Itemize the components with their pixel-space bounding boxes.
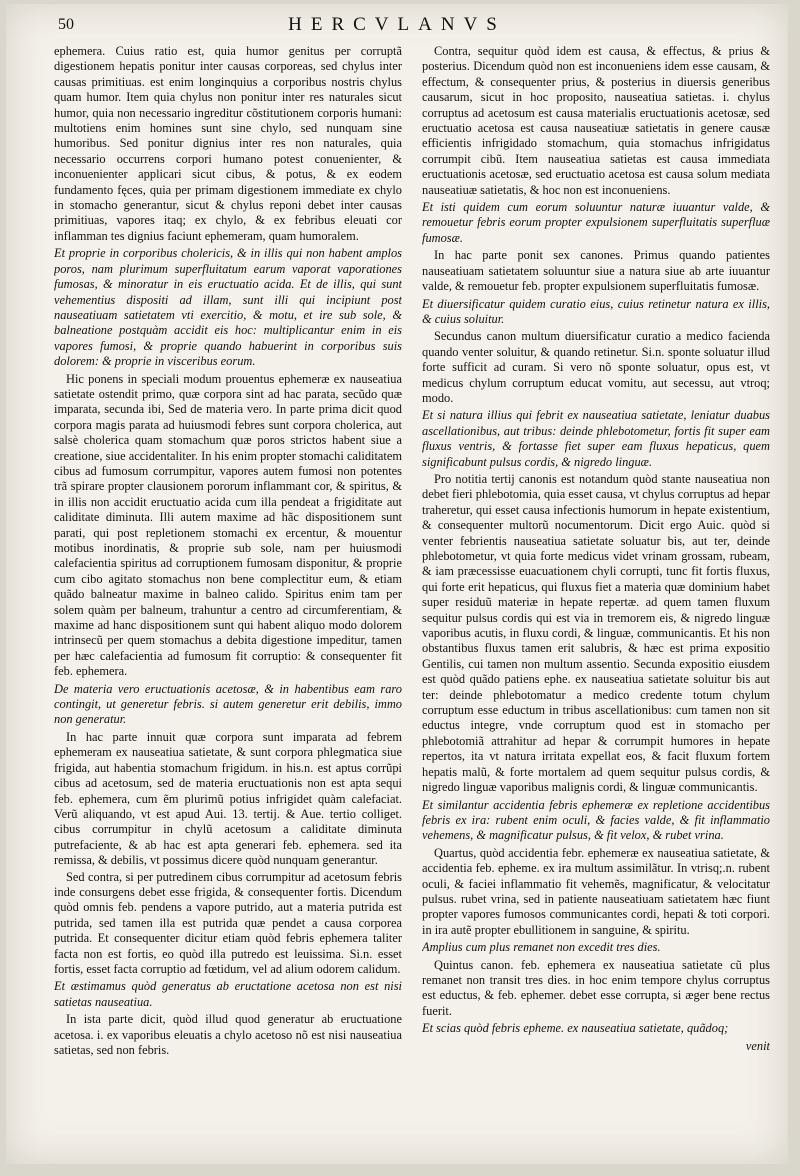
commentary-paragraph: Quintus canon. feb. ephemera ex nauseatiua satietate cũ plus remanet non transit tres dies. in hoc enim tempore chylus corruptus est eductus, & feb. ephemer. debet esse corrupta, si æger bene rectus fuerit. — [422, 957, 770, 1018]
commentary-paragraph: Hic ponens in speciali modum prouentus ephemeræ ex nauseatiua satietate ostendit primo, quæ corpora sint ad hac parata, secũdo quæ imparata, secunda ibi, Sed de materia vero. In parte prima dicit quod corpora magis parata ad huiusmodi febres sunt corpora cholerica, aut salsè cholerica quam stomachum quæ poros strictos habent siue a creatione, siue accidentaliter. In his enim propter stomachi caliditatem cibus ad fumosum corrumpitur, vapores autem fumosi non potentes trã spirare propter clausionem pororum inflammant cor, & spiritus, & in illis non accidit eructuatio acida cum illa pendeat a frigiditate aut caliditate diminuta. Illi autem maxime ad hãc dispositionem sunt parati, qui post repletionem stomachi ex ercentur, & mouentur motibus inordinatis, & proprie sub sole, nam per huiusmodi calefacientia spiritus ad corruptionem fumosam disponitur, & proprie cum cibo agitato stomachus non bene complectitur eum, & etiam quãdo balneatur maxime in balneo calido. Spiritus enim tam per solem quàm per balneum, trahuntur a centro ad circumferentiam, & maxime ad hanc dispositionem sunt qui habent aliquo modo dolorem intrinsecũ per quem stomachus a debita digestione impeditur, tamen per hæc calefacientia ad fumosum fit corruptio: & consequenter fit feb. ephemera. — [54, 371, 402, 679]
lemma-paragraph: Et si natura illius qui febrit ex nauseatiua satietate, leniatur duabus ascellationibus, aut tribus: deinde phlebotometur, fortis fit super eam fluxus ventris, & fortasse fiet super eam fluxus hepaticus, quem significabunt pulsus cordis, & nigredo linguæ. — [422, 408, 770, 469]
lemma-paragraph: Et proprie in corporibus cholericis, & in illis qui non habent amplos poros, nam plurimum superfluitatum earum vaporat vaporationes fumosas, & minoratur in eis eructuatio acida. Et de illis, qui sunt vehementius dispositi ad illam, sunt illi qui incipiunt post nauseatiuam satietatem vti exercitio, & motu, et ire sub sole, & balneatione postquàm accidit eis hoc: multiplicantur enim in eis vapores fumosi, & proprie quando habuerint in corporibus suis dolorem: & proprie in visceribus eorum. — [54, 246, 402, 369]
commentary-paragraph: Sed contra, si per putredinem cibus corrumpitur ad acetosum febris inde consurgens debet esse frigida, & consequenter fortis. Dicendum quòd omnis feb. pendens a vapore putrido, aut a materia putrida est putrida, sed tamen illa est putrida quæ pendet a causa corporea putrida. Et consequenter dicitur etiam quòd febris ephemera taliter facta non est fortis, eo quòd illa putredo est leuissima. Si.n. esset fortis, esset facta corruptio ad fœtidum, vel ad alium odorem calidum. — [54, 869, 402, 976]
lemma-paragraph: Et isti quidem cum eorum soluuntur naturæ iuuantur valde, & remouetur febris eorum propter expulsionem superfluitatis superfluæ fumosæ. — [422, 200, 770, 245]
lemma-paragraph: Et diuersificatur quidem curatio eius, cuius retinetur natura ex illis, & cuius soluitur. — [422, 296, 770, 326]
catchword: venit — [745, 1038, 770, 1053]
lemma-paragraph: Et similantur accidentia febris ephemeræ ex repletione accidentibus febris ex ira: rubent enim oculi, & facies valde, & fit inflammatio vehemens, & magnificatur pulsus, & fit velox, & rubet vrina. — [422, 797, 770, 843]
right-column — [422, 44, 770, 1156]
commentary-paragraph: In hac parte innuit quæ corpora sunt imparata ad febrem ephemeram ex nauseatiua satietate, & sunt corpora phlegmatica siue frigida, aut habentia stomachum frigidum. in his.n. est aptus corrũpi cibus ad acetosum, sed de materia eructuationis non est apta sequi feb. ephemera, cum ẽm plurimũ potius infrigidet quàm calefaciat. Verũ aliquando, vt est apud Aui. 13. tertij. & Aue. tertio colliget. cibus corrumpitur in chylũ acetosum a caliditate diminuta putrefaciente, & ab hac est apta generari feb. ephemera. sed ita remissa, & debilis, vt possimus dicere quòd nunquam generantur. — [54, 729, 402, 868]
commentary-paragraph: Secundus canon multum diuersificatur curatio a medico facienda quando venter soluitur, & quando retinetur. Si.n. sponte soluatur illud forte sufficit ad curam. Si vero nõ sponte soluatur, opus est, vt medicus chylum corruptum educat vomitu, aut secessu, aut vtroq; modo. — [422, 329, 770, 405]
commentary-paragraph: Quartus, quòd accidentia febr. ephemeræ ex nauseatiua satietate, & accidentia feb. epheme. ex ira multum assimilãtur. In vtrisq;.n. rubent oculi, & faciei inflammatio fit vehemẽs, magnificatur, & velocitatur pulsus. rubet vrina, sed in patiente nauseatiuam satietatem hæc fiunt propter vapores fumosos communicantes cordi, hepati & toti corpori. in ira autẽ propter ebullitionem in sanguine, & spiritu. — [422, 845, 770, 937]
lemma-paragraph: Amplius cum plus remanet non excedit tres dies. — [422, 940, 661, 955]
commentary-paragraph: In hac parte ponit sex canones. Primus quando patientes nauseatiuam satietatem soluuntur siue a natura siue ab arte iuuantur valde, & remouetur feb. propter expulsionem superfluitatis fumosæ. — [422, 248, 770, 294]
lemma-paragraph: Et scias quòd febris epheme. ex nauseatiua satietate, quãdoq; — [422, 1021, 729, 1036]
page-header — [58, 14, 736, 40]
lemma-paragraph: Et æstimamus quòd generatus ab eructatione acetosa non est nisi satietas nauseatiua. — [54, 979, 402, 1009]
commentary-paragraph: Contra, sequitur quòd idem est causa, & effectus, & prius & posterius. Dicendum quòd non est inconueniens idem esse causam, & effectum, & consequenter prius, & posterius in diuersis generibus causarum, sicut in hoc proposito, nauseatiua satietas. i. chylus corruptus ad acetosum est causa materialis eructuationis acetosæ, sed eructuatio acetosa est causa nauseatiuæ satietatis in genere causæ efficientis infrigidado stomachum, quia stomachus infrigidatus corrumpit cibũ. Item nauseatiua satietas est causa immediata eructuationis acetosæ, sed eructuatio acetosa est causa solum mediata nauseatiuæ satietatis, & hoc non est inconueniens. — [422, 44, 770, 197]
text-columns — [54, 44, 774, 1156]
running-title: HERCVLANVS — [288, 14, 506, 35]
commentary-paragraph: In ista parte dicit, quòd illud quod generatur ab eructuatione acetosa. i. ex vaporibus eleuatis a chylo acetoso nõ est nisi nauseatiua satietas, sed non febris. — [54, 1012, 402, 1057]
lemma-paragraph: De materia vero eructuationis acetosæ, & in habentibus eam raro contingit, ut generetur febris. si autem generetur erit debilis, immo non generatur. — [54, 681, 402, 727]
left-column — [54, 44, 402, 1156]
commentary-paragraph: ephemera. Cuius ratio est, quia humor genitus per corruptã digestionem hepatis ponitur inter causas corporeas, sed chylus inter causas primitiuas. est enim longinquius a corporibus nostris chylus quam humor. Item quia chylus non ponitur inter res naturales sicut humor, quia non necessario ingreditur cõstitutionem corporis humani: multotiens enim homines sunt sine chylo, sed nunquam sine humoribus. Sed ponitur dignius inter res non naturales, quia necessario occurrens corpori humano potest conuenienter, & inconuenienter applicari sicut cibus, & potus, & ex eodem fundamento fęces, quia per primam digestionem immediate ex chylo in stomacho generantur, sicut & chylus reponi debet inter causas primitiuas, vapores itaq; ex chylo, & ex febribus eleuati cor inflamman tes dignius faciunt ephemeram, quam humoralem. — [54, 44, 402, 243]
page-number: 50 — [58, 16, 74, 33]
book-page — [6, 4, 788, 1164]
commentary-paragraph: Pro notitia tertij canonis est notandum quòd stante nauseatiua non debet fieri phlebotomia, quia esset causa, vt chylus corruptus ad hepar traheretur, qui esset causa infectionis humorum in hepate existentium, & consequenter multorũ nocumentorum. Dicit ergo Auic. quòd si venter febrientis nauseatiua satietate soluatur bis, aut ter, deinde phlebotometur, vt quia forte medicus videt vrinam grossam, rubeam, & iam præcessisse euacuationem chyli corrupti, tunc fit fortis fluxus, qui forte erit hepaticus, qui fluxus fiet a materia quæ dominium habet super residuũ materiæ in hepate repertæ. ad quem tamen fluxum sequitur pulsus cordis qui est via in tremorem eis, & nigredo linguæ vaporibus acutis, in fluxu cordi, & linguæ, communicantis. Et his non obstantibus fluxus tamen erit salubris, & hæc est prima expositio Gentilis, cui tamen non multum assentio. Secunda expositio eiusdem est quòd quãdo patiens ephe. ex nauseatiua satietate soluitur bis aut ter: deinde phlebotomatur a medico credente totum chylum corruptum esse eductum in tribus ascellationibus: cum tamen non sit eductus integre, vnde corruptum quod est in stomacho per phlebotomiã attrahitur ad hepar & corrumpit humores in hepate repertos, ita vt natura irritata expellat eos, & facit fluxum fortem hepatis malũ, & forte mortalem ad quem sequitur pulsus cordis, & nigredo linguæ vaporibus malignis cordi, & linguæ communicantis. — [422, 471, 770, 795]
